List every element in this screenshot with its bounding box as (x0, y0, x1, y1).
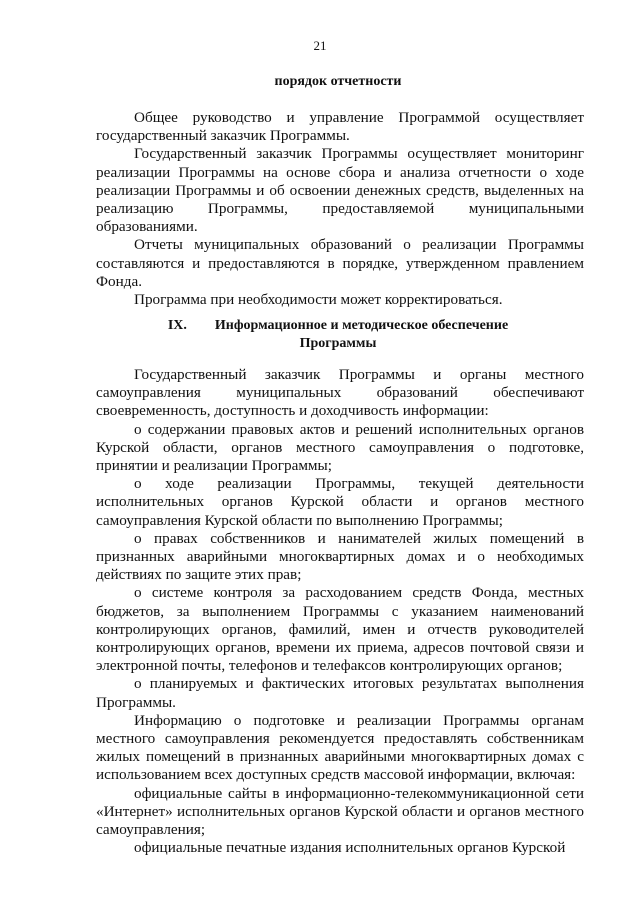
paragraph: Государственный заказчик Программы и органы местного самоуправления муниципальных образований обеспечивают своевременность, доступность и доходчивость информации: (96, 366, 584, 420)
paragraph: Информацию о подготовке и реализации Программы органам местного самоуправления рекомендуется предоставлять собственникам жилых помещений в признанных аварийными многоквартирных домах с использованием всех доступных средств массовой информации, включая: (96, 711, 584, 784)
paragraph: официальные печатные издания исполнительных органов Курской (134, 839, 566, 857)
section-heading-reporting: порядок отчетности (274, 74, 402, 89)
section-9-title: Информационное и методическое обеспечение (214, 318, 509, 333)
section-9-heading-line1 (96, 317, 580, 335)
section-9-number: IX. (167, 318, 187, 333)
paragraph: о ходе реализации Программы, текущей деятельности исполнительных органов Курской области и органов местного самоуправления Курской области по выполнению Программы; (96, 475, 584, 529)
section-9-heading (96, 317, 580, 353)
paragraph: о планируемых и фактических итоговых результатах выполнения Программы. (96, 675, 584, 711)
section-9-body (96, 366, 584, 857)
paragraph: о содержании правовых актов и решений исполнительных органов Курской области, органов местного самоуправления о подготовке, принятии и реализации Программы; (96, 420, 584, 475)
paragraph: о правах собственников и нанимателей жилых помещений в признанных аварийными многоквартирных домах и о необходимых действиях по защите этих прав; (96, 529, 584, 584)
paragraph: официальные сайты в информационно-телекоммуникационной сети «Интернет» исполнительных органов Курской области и органов местного самоуправления; (96, 784, 584, 839)
paragraph: о системе контроля за расходованием средств Фонда, местных бюджетов, за выполнением Программы с указанием наименований контролирующих органов, фамилий, имен и отчеств руководителей контролирующих органов, времени их приема, адресов почтовой связи и электронной почты, телефонов и телефаксов контролирующих органов; (96, 584, 584, 675)
page-number: 21 (313, 38, 327, 53)
paragraph: Отчеты муниципальных образований о реализации Программы составляются и предоставляются в порядке, утвержденном правлением Фонда. (96, 236, 584, 290)
section-9-heading-line2: Программы (299, 336, 377, 351)
paragraph: Общее руководство и управление Программой осуществляет государственный заказчик Программы. (96, 109, 584, 145)
paragraph: Государственный заказчик Программы осуществляет мониторинг реализации Программы на основе сбора и анализа отчетности о ходе реализации Программы и об освоении денежных средств, выделенных на реализацию Программы, предоставляемой муниципальными образованиями. (96, 145, 584, 236)
paragraph: Программа при необходимости может корректироваться. (134, 291, 503, 309)
reporting-section-body (96, 109, 584, 309)
